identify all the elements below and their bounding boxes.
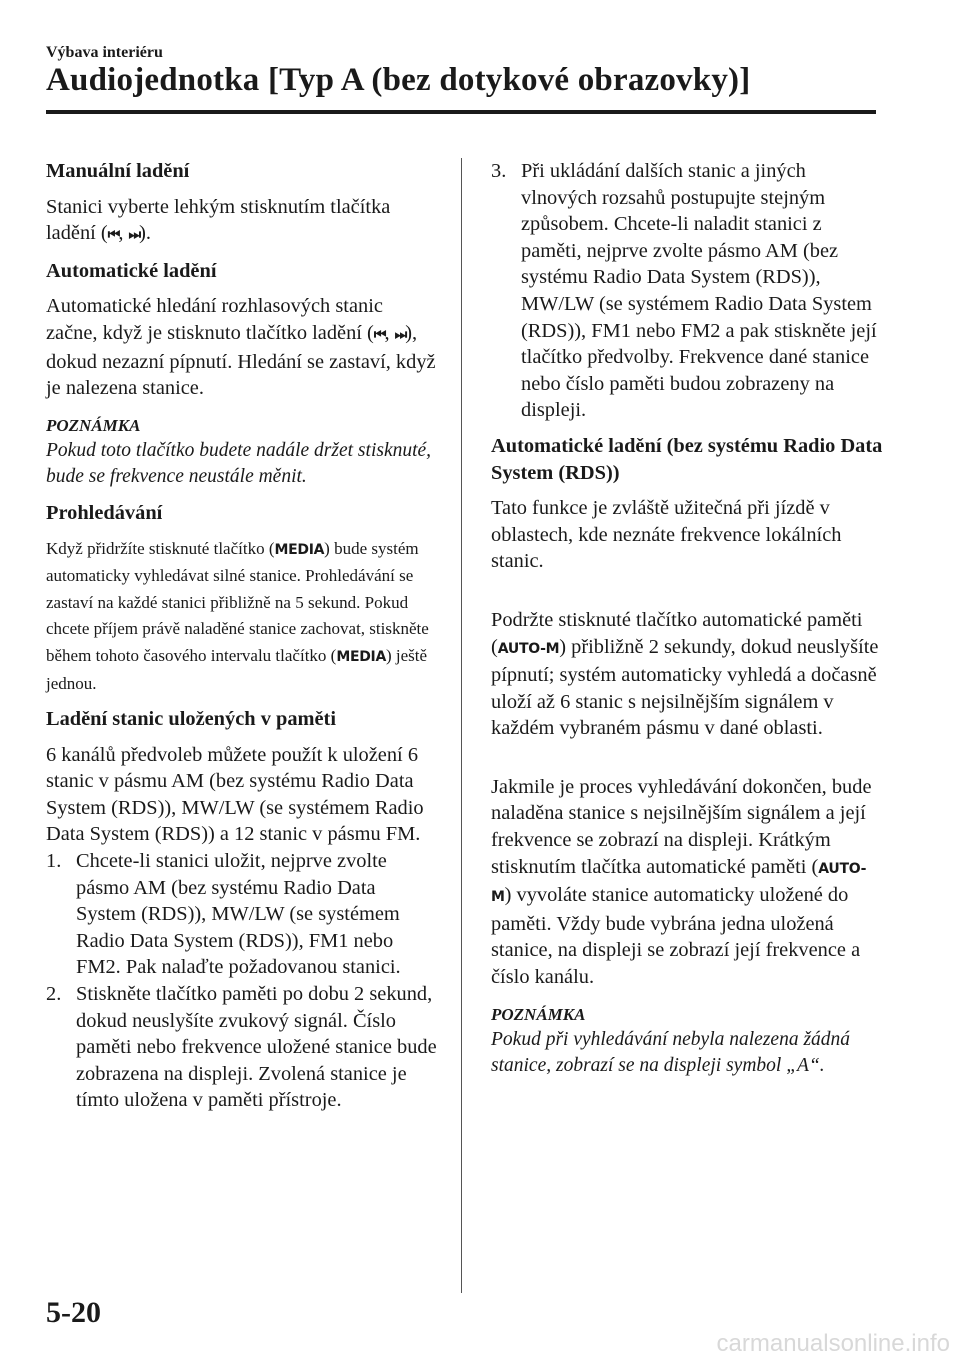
page-title: Audiojednotka [Typ A (bez dotykové obrazovky)] bbox=[46, 62, 751, 98]
note-label: POZNÁMKA bbox=[491, 1004, 586, 1024]
list-item-text: Chcete-li stanici uložit, nejprve zvolte pásmo AM (bez systému Radio Data System (RDS)), MW/LW (se systémem Radio Data System (RDS)), FM1 nebo FM2. Pak nalaďte požadovanou stanici. bbox=[76, 850, 401, 979]
seek-down-icon: ⏮ bbox=[373, 326, 385, 343]
auto-rds-heading: Automatické ladění (bez systému Radio Data System (RDS)) bbox=[491, 434, 883, 484]
manual-tuning-heading: Manuální ladění bbox=[46, 160, 190, 182]
title-rule bbox=[46, 110, 876, 114]
right-column bbox=[491, 158, 883, 1089]
auto-m-icon: AUTO-M bbox=[491, 860, 867, 906]
auto-tuning-heading: Automatické ladění bbox=[46, 259, 217, 282]
auto-rds-text: Podržte stisknuté tlačítko automatické paměti (AUTO-M) přibližně 2 sekundy, dokud neuslyšíte pípnutí; systém automaticky vyhledá a dočasně uloží až 6 stanic s nejsilnějším signálem v každém vybraném pásmu v dané oblasti. bbox=[491, 608, 879, 740]
list-item-text: Při ukládání dalších stanic a jiných vlnových rozsahů postupujte stejným způsobem. Chcete-li naladit stanici z paměti, nejprve zvolte pásmo AM (bez systému Radio Data System (RDS)), MW/LW (se systémem Radio Data System (RDS)), FM1 nebo FM2 a pak stiskněte její tlačítko předvolby. Frekvence dané stanice nebo číslo paměti budou zobrazeny na displeji. bbox=[521, 160, 877, 422]
note-text: Pokud při vyhledávání nebyla nalezena žádná stanice, zobrazí se na displeji symbol „A“. bbox=[491, 1028, 851, 1077]
auto-tuning-text: Automatické hledání rozhlasových stanic začne, když je stisknuto tlačítko ladění (⏮, ⏭), dokud nezazní pípnutí. Hledání se zastaví, když je nalezena stanice. bbox=[46, 295, 436, 400]
list-item-number: 2. bbox=[46, 983, 62, 1006]
list-item bbox=[46, 981, 438, 1114]
media-icon: MEDIA bbox=[336, 648, 386, 665]
list-item bbox=[491, 158, 883, 424]
media-icon: MEDIA bbox=[274, 541, 325, 558]
list-item-number: 1. bbox=[46, 850, 62, 873]
manual-tuning-text: Stanici vyberte lehkým stisknutím tlačítka ladění (⏮, ⏭). bbox=[46, 195, 391, 245]
note-label: POZNÁMKA bbox=[46, 415, 141, 435]
scan-text: Když přidržíte stisknuté tlačítko (MEDIA) bude systém automaticky vyhledávat silné stanice. Prohledávání se zastaví na každé stanici přibližně na 5 sekund. Pokud chcete příjem právě naladěné stanice zachovat, stiskněte během tohoto časového intervalu tlačítko (MEDIA) ještě jednou. bbox=[46, 538, 429, 693]
seek-up-icon: ⏭ bbox=[128, 227, 140, 244]
memory-tuning-heading: Ladění stanic uložených v paměti bbox=[46, 708, 337, 731]
seek-up-icon: ⏭ bbox=[394, 326, 406, 343]
auto-rds-text: Jakmile je proces vyhledávání dokončen, bude naladěna stanice s nejsilnějším signálem a její frekvence se zobrazí na displeji. Krátkým stisknutím tlačítka automatické paměti (AUTO-M) vyvoláte stanice automaticky uložené do paměti. Vždy bude vybrána jedna uložená stanice, na displeji se zobrazí její frekvence a číslo kanálu. bbox=[491, 775, 872, 989]
list-item bbox=[46, 848, 438, 981]
auto-m-icon: AUTO-M bbox=[497, 640, 560, 657]
auto-rds-text: Tato funkce je zvláště užitečná při jízdě v oblastech, kde neznáte frekvence lokálních stanic. bbox=[491, 497, 842, 573]
list-item-text: Stiskněte tlačítko paměti po dobu 2 sekund, dokud neuslyšíte zvukový signál. Číslo paměti nebo frekvence uložené stanice bude zobrazena na displeji. Zvolená stanice je tímto uložena v paměti přístroje. bbox=[76, 983, 437, 1112]
scan-heading: Prohledávání bbox=[46, 501, 163, 524]
watermark: carmanualsonline.info bbox=[716, 1330, 950, 1357]
left-column bbox=[46, 158, 438, 1114]
note-text: Pokud toto tlačítko budete nadále držet stisknuté, bude se frekvence neustále měnit. bbox=[46, 439, 432, 488]
seek-down-icon: ⏮ bbox=[107, 227, 119, 244]
column-divider bbox=[461, 158, 462, 1293]
page-number: 5-20 bbox=[46, 1296, 101, 1329]
memory-tuning-text: 6 kanálů předvoleb můžete použít k uložení 6 stanic v pásmu AM (bez systému Radio Data System (RDS)), MW/LW (se systémem Radio Data System (RDS)) a 12 stanic v pásmu FM. bbox=[46, 743, 424, 846]
section-label: Výbava interiéru bbox=[46, 44, 163, 61]
list-item-number: 3. bbox=[491, 160, 507, 182]
